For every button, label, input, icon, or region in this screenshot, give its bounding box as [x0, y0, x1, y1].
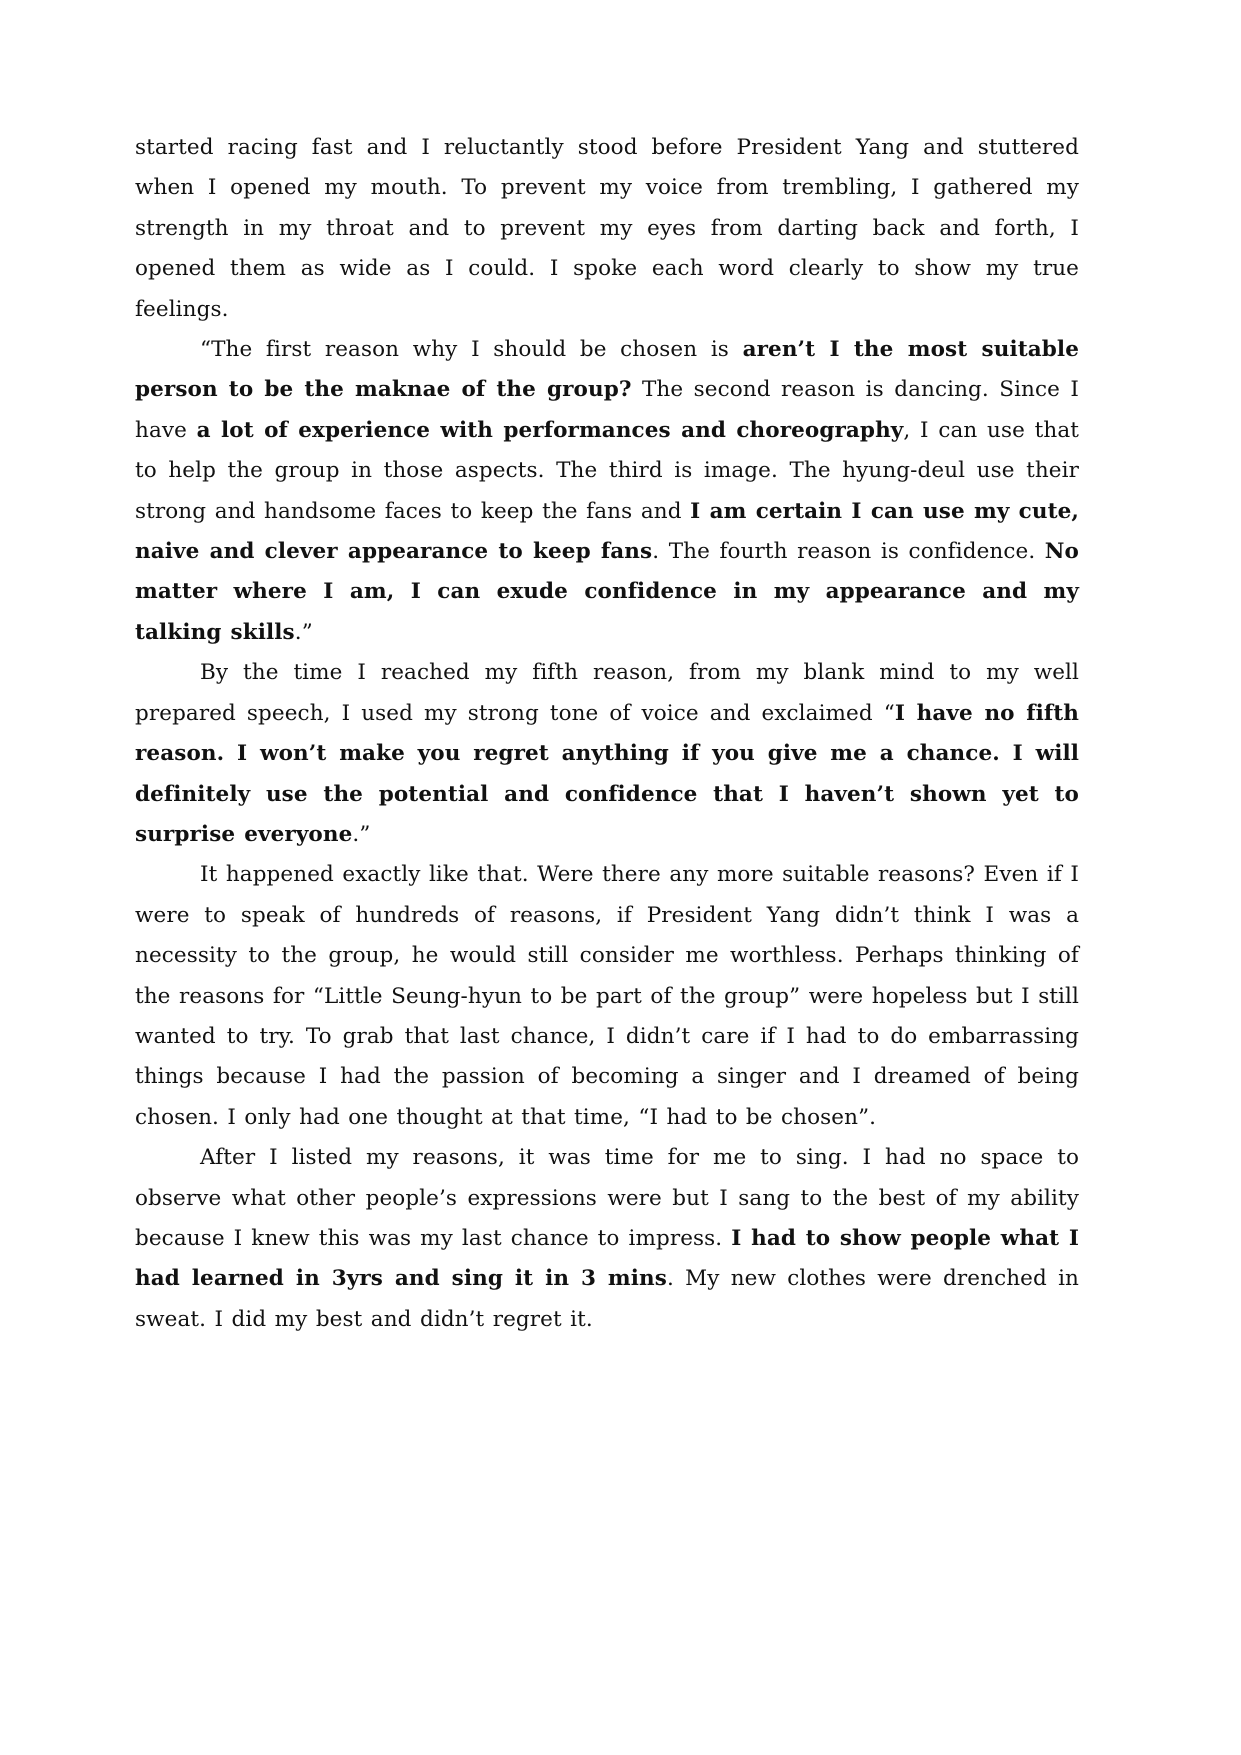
paragraph — [135, 128, 1079, 330]
text-run: started racing fast and I reluctantly stood before President Yang and stuttered when I opened my mouth. To prevent my voice from trembling, I gathered my strength in my throat and to prevent my eyes from darting back and forth, I opened them as wide as I could. I spoke each word clearly to show my true feelings. — [135, 135, 1079, 322]
text-run: .” — [352, 821, 371, 847]
paragraph — [135, 855, 1079, 1138]
bold-text-run: a lot of experience with performances and choreography — [196, 417, 904, 443]
text-run: After I listed my reasons, it was time for me to sing. I had no space to observe what other people’s expressions were but I sang to the best of my ability because I knew this was my last chance to impress. — [135, 1145, 1079, 1251]
text-run: The second reason is dancing. Since I have — [135, 377, 1079, 443]
text-run: . The fourth reason is confidence. — [652, 539, 1045, 565]
text-block — [135, 128, 1079, 1340]
text-run: .” — [294, 619, 313, 645]
bold-text-run: I have no fifth reason. I won’t make you regret anything if you give me a chance. I will definitely use the potential and confidence that I haven’t shown yet to surprise everyone — [135, 700, 1079, 847]
paragraph — [135, 653, 1079, 855]
paragraph — [135, 330, 1079, 653]
text-run: , I can use that to help the group in those aspects. The third is image. The hyung-deul use their strong and handsome faces to keep the fans and — [135, 417, 1079, 524]
text-run: By the time I reached my fifth reason, from my blank mind to my well prepared speech, I used my strong tone of voice and exclaimed “ — [135, 660, 1079, 726]
text-run: . My new clothes were drenched in sweat. I did my best and didn’t regret it. — [135, 1266, 1079, 1332]
text-run: It happened exactly like that. Were there any more suitable reasons? Even if I were to speak of hundreds of reasons, if President Yang didn’t think I was a necessity to the group, he would still consider me worthless. Perhaps thinking of the reasons for “Little Seung-hyun to be part of the group” were hopeless but I still wanted to try. To grab that last chance, I didn’t care if I had to do embarrassing things because I had the passion of becoming a singer and I dreamed of being chosen. I only had one thought at that time, “I had to be chosen”. — [135, 862, 1079, 1130]
bold-text-run: I am certain I can use my cute, naive and clever appearance to keep fans — [135, 498, 1079, 565]
bold-text-run: No matter where I am, I can exude confidence in my appearance and my talking skills — [135, 539, 1079, 645]
paragraph — [135, 1138, 1079, 1340]
text-run: “The first reason why I should be chosen is — [200, 337, 743, 363]
bold-text-run: I had to show people what I had learned in 3yrs and sing it in 3 mins — [135, 1225, 1079, 1292]
bold-text-run: aren’t I the most suitable person to be the maknae of the group? — [135, 337, 1079, 403]
